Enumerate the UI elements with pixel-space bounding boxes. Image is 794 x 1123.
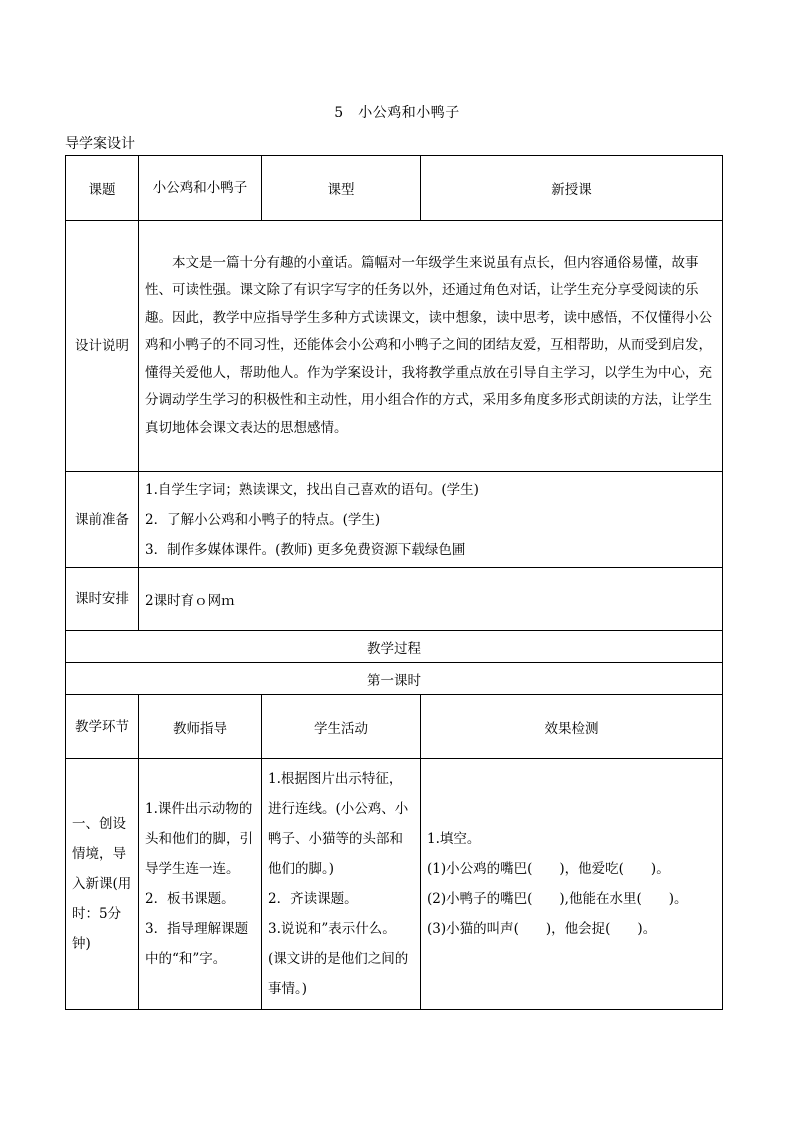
design-text-cell bbox=[139, 221, 723, 472]
teacher-step: 3．指导理解课题中的“和”字。 bbox=[145, 921, 249, 967]
prep-row bbox=[66, 472, 723, 568]
design-text: 本文是一篇十分有趣的小童话。篇幅对一年级学生来说虽有点长，但内容通俗易懂，故事性、可读性强。课文除了有识字写字的任务以外，还通过角色对话，让学生充分享受阅读的乐趣。因此，教学中应指导学生多种方式读课文，读中想象，读中思考，读中感悟，不仅懂得小公鸡和小鸭子的不同习性，还能体会小公鸡和小鸭子之间的团结友爱，互相帮助，从而受到启发，懂得关爱他人，帮助他人。作为学案设计，我将教学重点放在引导自主学习，以学生为中心，充分调动学生学习的积极性和主动性，用小组合作的方式，采用多角度多形式朗读的方法，让学生真切地体会课文表达的思想感情。 bbox=[145, 254, 712, 436]
lesson-name: 小公鸡和小鸭子 bbox=[139, 156, 262, 221]
student-step: 2．齐读课题。 bbox=[268, 891, 358, 907]
lesson-plan-table bbox=[65, 155, 723, 1010]
prep-item: 2．了解小公鸡和小鸭子的特点。(学生) bbox=[145, 511, 381, 528]
student-step: 1.根据图片出示特征，进行连线。(小公鸡、小鸭子、小猫等的头部和他们的脚。) bbox=[268, 771, 409, 877]
schedule-row bbox=[66, 568, 723, 631]
label-type: 课型 bbox=[262, 156, 421, 221]
col-student-header: 学生活动 bbox=[262, 695, 421, 759]
section-subtitle: 导学案设计 bbox=[65, 136, 135, 152]
col-effect-header: 效果检测 bbox=[421, 695, 723, 759]
column-header-row bbox=[66, 695, 723, 759]
document-title: 5 小公鸡和小鸭子 bbox=[334, 105, 460, 121]
effect-item: (2)小鸭子的嘴巴( ),他能在水里( )。 bbox=[427, 891, 688, 907]
header-row bbox=[66, 156, 723, 221]
prep-item: 3．制作多媒体课件。(教师) 更多免费资源下载绿色圃 bbox=[145, 541, 466, 558]
prep-item: 1.自学生字词；熟读课文，找出自己喜欢的语句。(学生) bbox=[145, 481, 479, 498]
row1-stage: 一、创设情境，导入新课(用时：5分钟) bbox=[66, 759, 139, 1010]
row1-effect bbox=[421, 759, 723, 1010]
process-title-row bbox=[66, 631, 723, 663]
period-title-row bbox=[66, 663, 723, 695]
teacher-step: 1.课件出示动物的头和他们的脚，引导学生连一连。 bbox=[145, 801, 253, 877]
activity-row bbox=[66, 759, 723, 1010]
label-lesson: 课题 bbox=[66, 156, 139, 221]
period-title: 第一课时 bbox=[66, 663, 723, 695]
label-prep: 课前准备 bbox=[66, 472, 139, 568]
student-step: 3.说说和”表示什么。(课文讲的是他们之间的事情。) bbox=[268, 921, 409, 997]
effect-item: 1.填空。 bbox=[427, 831, 481, 847]
col-stage-header: 教学环节 bbox=[66, 695, 139, 759]
process-title: 教学过程 bbox=[66, 631, 723, 663]
label-schedule: 课时安排 bbox=[66, 568, 139, 631]
label-design: 设计说明 bbox=[66, 221, 139, 472]
row1-teacher bbox=[139, 759, 262, 1010]
effect-item: (3)小猫的叫声( )，他会捉( )。 bbox=[427, 921, 657, 937]
design-row bbox=[66, 221, 723, 472]
effect-item: (1)小公鸡的嘴巴( )，他爱吃( )。 bbox=[427, 861, 670, 877]
schedule-value: 2课时育ｏ网ｍ bbox=[139, 568, 723, 631]
type-value: 新授课 bbox=[421, 156, 723, 221]
prep-items bbox=[139, 472, 723, 568]
col-teacher-header: 教师指导 bbox=[139, 695, 262, 759]
row1-student bbox=[262, 759, 421, 1010]
teacher-step: 2．板书课题。 bbox=[145, 891, 235, 907]
